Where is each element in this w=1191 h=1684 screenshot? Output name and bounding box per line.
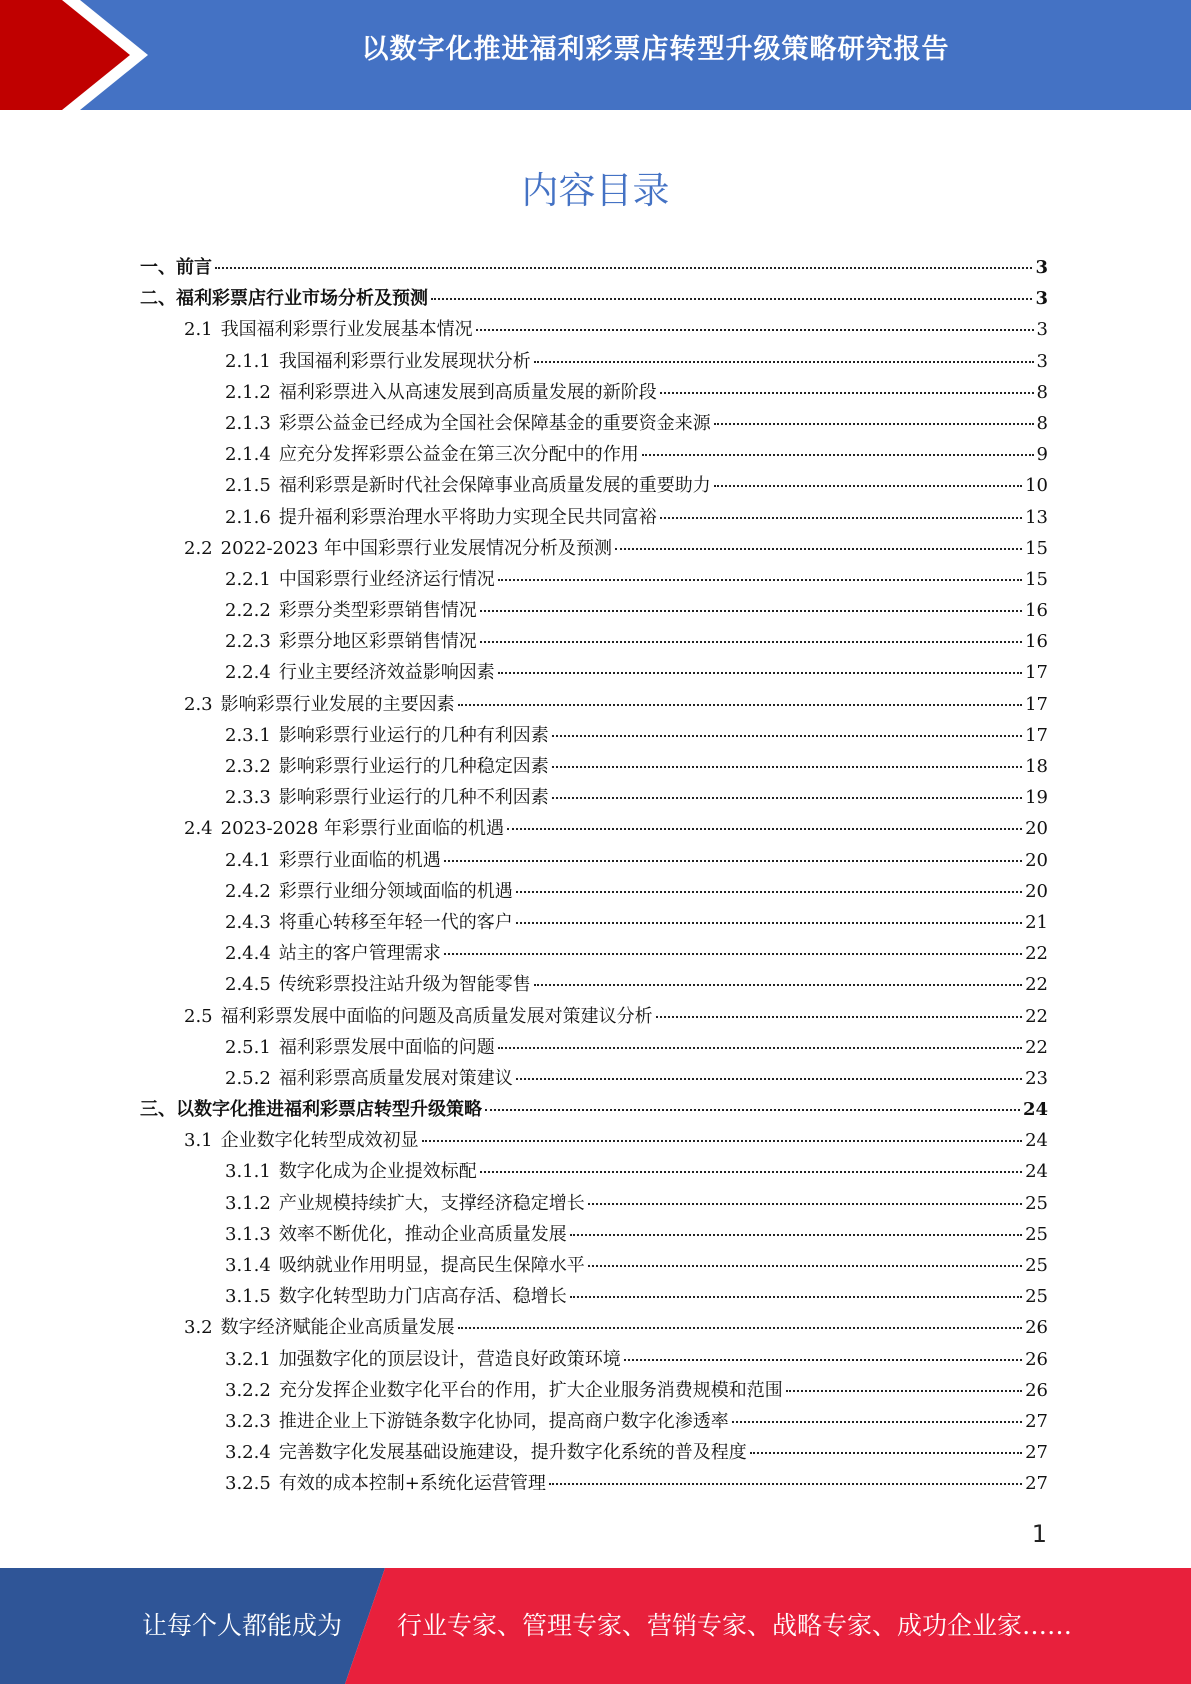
toc-entry-label <box>225 1033 495 1059</box>
toc-entry-page: 18 <box>1025 756 1048 777</box>
toc-entry-text: 彩票行业面临的机遇 <box>278 849 441 871</box>
toc-entry-page: 27 <box>1025 1473 1048 1495</box>
toc-entry-number: 2.3.3 <box>225 787 271 809</box>
toc-entry-number: 3.1.2 <box>225 1192 271 1214</box>
toc-entry-number: 3.1 <box>184 1130 213 1152</box>
toc-entry[interactable] <box>140 721 1048 752</box>
toc-dot-leader <box>570 1296 1022 1298</box>
toc-entry[interactable] <box>140 1345 1048 1376</box>
toc-dot-leader <box>750 1452 1022 1454</box>
toc-entry[interactable] <box>140 627 1048 658</box>
toc-entry-number: 2.5 <box>184 1005 213 1027</box>
toc-entry-number: 3.1.4 <box>225 1255 271 1276</box>
toc-entry[interactable] <box>140 877 1048 908</box>
toc-dot-leader <box>714 423 1034 425</box>
toc-dot-leader <box>507 828 1022 830</box>
footer-slogan-right: 行业专家、管理专家、营销专家、战略专家、成功企业家…… <box>397 1611 1073 1640</box>
toc-entry-number: 2.1.1 <box>225 350 271 372</box>
toc-entry-label <box>225 347 531 373</box>
toc-entry[interactable] <box>140 1189 1048 1220</box>
toc-entry[interactable] <box>140 846 1048 877</box>
toc-entry-label <box>225 596 477 622</box>
toc-entry-text: 中国彩票行业经济运行情况 <box>278 568 495 590</box>
toc-entry-label <box>225 1157 477 1183</box>
toc-entry-label <box>184 1313 455 1339</box>
toc-entry-number: 2.2 <box>184 537 213 559</box>
toc-dot-leader <box>615 548 1022 550</box>
toc-entry-label <box>225 409 711 435</box>
toc-entry-text: 企业数字化转型成效初显 <box>220 1130 419 1152</box>
toc-entry-text: 前言 <box>176 257 212 278</box>
toc-entry-label <box>225 939 441 965</box>
toc-entry-label <box>225 1251 585 1277</box>
toc-entry[interactable] <box>140 690 1048 721</box>
toc-entry-page: 22 <box>1025 943 1048 965</box>
toc-entry-number: 2.4.2 <box>225 880 271 902</box>
toc-entry-number: 2.3.1 <box>225 724 271 746</box>
toc-entry[interactable] <box>140 1002 1048 1033</box>
toc-entry-page: 22 <box>1025 1005 1048 1027</box>
toc-entry-text: 影响彩票行业运行的几种稳定因素 <box>278 756 549 777</box>
toc-entry-text: 彩票公益金已经成为全国社会保障基金的重要资金来源 <box>278 412 711 434</box>
toc-entry-text: 传统彩票投注站升级为智能零售 <box>278 974 531 996</box>
toc-entry[interactable] <box>140 503 1048 534</box>
toc-dot-leader <box>534 984 1022 986</box>
toc-entry-page: 17 <box>1025 662 1048 684</box>
toc-entry-number: 2.1.4 <box>225 444 271 466</box>
toc-dot-leader <box>552 797 1022 799</box>
toc-entry-label <box>225 1376 783 1402</box>
toc-entry-number: 2.5.2 <box>225 1067 271 1089</box>
toc-entry-label <box>184 814 504 840</box>
toc-entry-label <box>225 1189 585 1215</box>
toc-entry[interactable] <box>140 565 1048 596</box>
table-of-contents <box>140 253 1048 1501</box>
toc-dot-leader <box>516 891 1022 893</box>
toc-entry-text: 彩票分类型彩票销售情况 <box>278 600 477 622</box>
toc-entry-label <box>225 1282 567 1308</box>
toc-entry-page: 15 <box>1025 537 1048 559</box>
toc-entry-text: 影响彩票行业运行的几种有利因素 <box>278 724 549 746</box>
toc-entry-label <box>225 658 495 684</box>
toc-entry-page: 19 <box>1025 787 1048 809</box>
toc-entry-number: 2.1.3 <box>225 412 271 434</box>
toc-entry-page: 8 <box>1036 381 1048 403</box>
header-title: 以数字化推进福利彩票店转型升级策略研究报告 <box>361 34 950 65</box>
toc-dot-leader <box>480 1171 1022 1173</box>
toc-entry-number: 2.4.3 <box>225 911 271 933</box>
toc-entry-number: 3.2.4 <box>225 1442 271 1464</box>
toc-entry-text: 加强数字化的顶层设计，营造良好政策环境 <box>278 1348 621 1370</box>
toc-entry-number: 2.5.1 <box>225 1036 271 1058</box>
toc-entry-page: 22 <box>1025 1036 1048 1058</box>
toc-entry[interactable] <box>140 284 1048 315</box>
toc-entry[interactable] <box>140 1313 1048 1344</box>
toc-entry-page: 3 <box>1036 319 1048 341</box>
toc-entry-text: 应充分发挥彩票公益金在第三次分配中的作用 <box>278 444 639 466</box>
toc-entry-number: 3.2.5 <box>225 1473 271 1495</box>
toc-entry-page: 25 <box>1025 1255 1048 1276</box>
toc-entry-label <box>225 970 531 996</box>
toc-entry[interactable] <box>140 1376 1048 1407</box>
toc-entry-label <box>184 1002 653 1028</box>
toc-entry-number: 2.2.3 <box>225 631 271 653</box>
toc-dot-leader <box>458 1327 1022 1329</box>
toc-entry[interactable] <box>140 471 1048 502</box>
toc-entry-number: 3.1.5 <box>225 1286 271 1308</box>
toc-entry[interactable] <box>140 315 1048 346</box>
toc-entry-text: 有效的成本控制+系统化运营管理 <box>278 1473 546 1495</box>
toc-entry[interactable] <box>140 409 1048 440</box>
toc-entry-number: 二、 <box>140 288 176 310</box>
toc-entry-number: 2.2.1 <box>225 568 271 590</box>
toc-entry-page: 8 <box>1036 412 1048 434</box>
toc-dot-leader <box>552 766 1022 768</box>
toc-entry-number: 2.1 <box>184 319 213 341</box>
toc-dot-leader <box>714 485 1022 487</box>
toc-entry-number: 3.1.1 <box>225 1161 271 1183</box>
toc-entry-text: 福利彩票发展中面临的问题及高质量发展对策建议分析 <box>220 1005 653 1027</box>
toc-dot-leader <box>498 1047 1022 1049</box>
toc-entry-number: 2.1.2 <box>225 381 271 403</box>
toc-entry-label <box>140 284 428 310</box>
toc-entry[interactable] <box>140 814 1048 845</box>
toc-entry-text: 提升福利彩票治理水平将助力实现全民共同富裕 <box>278 506 657 528</box>
toc-entry-number: 2.1.6 <box>225 506 271 528</box>
toc-entry-label <box>225 627 477 653</box>
toc-entry-page: 26 <box>1025 1317 1048 1339</box>
toc-dot-leader <box>444 953 1022 955</box>
footer-slogan-left: 让每个人都能成为 <box>142 1611 343 1640</box>
page-number: 1 <box>1031 1520 1047 1548</box>
toc-dot-leader <box>444 860 1022 862</box>
toc-entry-page: 27 <box>1025 1442 1048 1464</box>
toc-entry-page: 10 <box>1025 475 1048 497</box>
toc-entry-page: 26 <box>1025 1348 1048 1370</box>
toc-entry-text: 将重心转移至年轻一代的客户 <box>278 911 513 933</box>
toc-entry-label <box>225 1064 513 1090</box>
toc-dot-leader <box>458 704 1022 706</box>
toc-entry-page: 3 <box>1036 350 1048 372</box>
toc-entry-text: 充分发挥企业数字化平台的作用，扩大企业服务消费规模和范围 <box>278 1379 783 1401</box>
toc-entry[interactable] <box>140 378 1048 409</box>
toc-dot-leader <box>498 579 1022 581</box>
toc-dot-leader <box>534 361 1034 363</box>
toc-entry-page: 25 <box>1025 1286 1048 1308</box>
toc-entry-text: 效率不断优化，推动企业高质量发展 <box>278 1223 567 1245</box>
toc-entry[interactable] <box>140 1064 1048 1095</box>
toc-entry-text: 福利彩票高质量发展对策建议 <box>278 1067 513 1089</box>
toc-entry-number: 3.2.2 <box>225 1379 271 1401</box>
toc-entry[interactable] <box>140 1282 1048 1313</box>
toc-entry-label <box>184 1126 419 1152</box>
toc-entry-label <box>184 315 473 341</box>
toc-entry[interactable] <box>140 440 1048 471</box>
toc-entry-number: 2.2.4 <box>225 662 271 684</box>
toc-entry-text: 2022-2023 年中国彩票行业发展情况分析及预测 <box>220 537 613 559</box>
toc-entry[interactable] <box>140 658 1048 689</box>
toc-entry-number: 2.4 <box>184 818 213 840</box>
toc-entry[interactable] <box>140 1407 1048 1438</box>
toc-entry[interactable] <box>140 347 1048 378</box>
toc-entry-page: 25 <box>1025 1223 1048 1245</box>
toc-entry-number: 2.4.1 <box>225 849 271 871</box>
toc-entry-text: 福利彩票是新时代社会保障事业高质量发展的重要助力 <box>278 475 711 497</box>
toc-entry-label <box>225 1407 729 1433</box>
toc-entry[interactable] <box>140 1251 1048 1282</box>
toc-entry-text: 吸纳就业作用明显，提高民生保障水平 <box>278 1255 585 1276</box>
toc-dot-leader <box>480 641 1022 643</box>
toc-entry-number: 2.4.4 <box>225 943 271 965</box>
toc-entry[interactable] <box>140 1126 1048 1157</box>
toc-entry-page: 24 <box>1025 1161 1048 1183</box>
toc-entry-page: 3 <box>1035 288 1048 310</box>
toc-dot-leader <box>516 922 1022 924</box>
toc-dot-leader <box>660 392 1034 394</box>
toc-entry[interactable] <box>140 1469 1048 1500</box>
toc-entry-page: 23 <box>1025 1067 1048 1089</box>
toc-entry-text: 数字化成为企业提效标配 <box>278 1161 477 1183</box>
toc-entry-text: 数字化转型助力门店高存活、稳增长 <box>278 1286 567 1308</box>
toc-dot-leader <box>485 1109 1020 1111</box>
toc-title: 内容目录 <box>521 169 670 212</box>
toc-entry-number: 2.2.2 <box>225 600 271 622</box>
toc-entry[interactable] <box>140 783 1048 814</box>
toc-entry-label <box>225 565 495 591</box>
toc-dot-leader <box>624 1359 1022 1361</box>
toc-entry-label <box>184 534 612 560</box>
toc-dot-leader <box>732 1421 1022 1423</box>
toc-entry[interactable] <box>140 752 1048 783</box>
toc-dot-leader <box>588 1265 1022 1267</box>
toc-entry-text: 站主的客户管理需求 <box>278 943 441 965</box>
toc-entry-number: 2.1.5 <box>225 475 271 497</box>
toc-entry-label <box>225 378 657 404</box>
toc-entry-text: 以数字化推进福利彩票店转型升级策略 <box>176 1099 482 1121</box>
toc-dot-leader <box>588 1203 1022 1205</box>
toc-dot-leader <box>476 329 1034 331</box>
toc-entry-page: 13 <box>1025 506 1048 528</box>
toc-entry-label <box>225 440 639 466</box>
toc-entry-text: 我国福利彩票行业发展基本情况 <box>220 319 473 341</box>
toc-entry-number: 3.2.3 <box>225 1410 271 1432</box>
toc-entry-page: 20 <box>1025 849 1048 871</box>
toc-entry-page: 16 <box>1025 600 1048 622</box>
toc-entry[interactable] <box>140 253 1048 284</box>
toc-entry-text: 行业主要经济效益影响因素 <box>278 662 495 684</box>
toc-entry-label <box>140 1095 482 1121</box>
toc-entry-label <box>225 503 657 529</box>
toc-entry-label <box>225 846 441 872</box>
toc-entry-number: 2.3 <box>184 693 213 715</box>
toc-entry-page: 20 <box>1025 880 1048 902</box>
toc-entry[interactable] <box>140 1157 1048 1188</box>
toc-dot-leader <box>549 1483 1022 1485</box>
page-header <box>0 0 1191 110</box>
toc-entry-number: 一、 <box>140 257 176 278</box>
toc-entry-text: 我国福利彩票行业发展现状分析 <box>278 350 531 372</box>
toc-dot-leader <box>786 1390 1022 1392</box>
toc-entry-page: 20 <box>1025 818 1048 840</box>
toc-dot-leader <box>552 735 1022 737</box>
toc-entry-label <box>225 752 549 778</box>
toc-entry-label <box>225 721 549 747</box>
toc-entry-label <box>225 1220 567 1246</box>
toc-dot-leader <box>656 1016 1022 1018</box>
toc-entry-text: 彩票行业细分领域面临的机遇 <box>278 880 513 902</box>
toc-entry-number: 2.3.2 <box>225 756 271 777</box>
toc-dot-leader <box>516 1078 1022 1080</box>
toc-entry-page: 21 <box>1025 911 1048 933</box>
toc-entry-page: 16 <box>1025 631 1048 653</box>
toc-entry[interactable] <box>140 939 1048 970</box>
toc-entry-number: 3.2.1 <box>225 1348 271 1370</box>
toc-entry-number: 3.2 <box>184 1317 213 1339</box>
page-footer <box>0 1568 1191 1684</box>
toc-entry-label <box>225 471 711 497</box>
toc-entry-text: 产业规模持续扩大，支撑经济稳定增长 <box>278 1192 585 1214</box>
toc-entry-text: 福利彩票发展中面临的问题 <box>278 1036 495 1058</box>
toc-entry[interactable] <box>140 1220 1048 1251</box>
toc-dot-leader <box>498 672 1022 674</box>
toc-entry[interactable] <box>140 596 1048 627</box>
toc-entry-text: 完善数字化发展基础设施建设，提升数字化系统的普及程度 <box>278 1442 747 1464</box>
toc-entry-text: 福利彩票进入从高速发展到高质量发展的新阶段 <box>278 381 657 403</box>
header-arrow-icon <box>0 0 160 110</box>
toc-entry[interactable] <box>140 1033 1048 1064</box>
toc-entry-number: 2.4.5 <box>225 974 271 996</box>
toc-entry-text: 彩票分地区彩票销售情况 <box>278 631 477 653</box>
toc-entry-number: 3.1.3 <box>225 1223 271 1245</box>
toc-entry-text: 数字经济赋能企业高质量发展 <box>220 1317 455 1339</box>
toc-entry-label <box>225 877 513 903</box>
toc-entry-page: 25 <box>1025 1192 1048 1214</box>
toc-entry[interactable] <box>140 1095 1048 1126</box>
toc-entry-page: 26 <box>1025 1379 1048 1401</box>
toc-entry[interactable] <box>140 1438 1048 1469</box>
toc-entry-label <box>225 1469 546 1495</box>
toc-entry[interactable] <box>140 534 1048 565</box>
toc-entry-text: 影响彩票行业运行的几种不利因素 <box>278 787 549 809</box>
toc-entry-page: 24 <box>1025 1130 1048 1152</box>
toc-entry-text: 推进企业上下游链条数字化协同，提高商户数字化渗透率 <box>278 1410 729 1432</box>
toc-entry-page: 17 <box>1025 693 1048 715</box>
toc-entry-label <box>225 1438 747 1464</box>
toc-entry-text: 2023-2028 年彩票行业面临的机遇 <box>220 818 505 840</box>
toc-entry-page: 22 <box>1025 974 1048 996</box>
toc-dot-leader <box>480 610 1022 612</box>
toc-entry-page: 15 <box>1025 568 1048 590</box>
toc-dot-leader <box>431 298 1032 300</box>
toc-entry[interactable] <box>140 970 1048 1001</box>
toc-entry-number: 三、 <box>140 1099 176 1121</box>
toc-entry-text: 影响彩票行业发展的主要因素 <box>220 693 455 715</box>
toc-entry-label <box>225 783 549 809</box>
toc-entry-page: 24 <box>1022 1099 1048 1121</box>
toc-entry[interactable] <box>140 908 1048 939</box>
toc-entry-label <box>225 1345 621 1371</box>
toc-entry-label <box>225 908 513 934</box>
toc-entry-label <box>140 253 212 279</box>
toc-dot-leader <box>215 267 1032 269</box>
toc-entry-page: 3 <box>1035 257 1048 278</box>
toc-entry-label <box>184 690 455 716</box>
toc-entry-page: 27 <box>1025 1410 1048 1432</box>
toc-entry-page: 9 <box>1036 444 1048 466</box>
toc-dot-leader <box>570 1234 1022 1236</box>
toc-dot-leader <box>642 454 1034 456</box>
toc-dot-leader <box>422 1140 1022 1142</box>
toc-dot-leader <box>660 517 1022 519</box>
toc-entry-text: 福利彩票店行业市场分析及预测 <box>176 288 428 310</box>
toc-entry-page: 17 <box>1025 724 1048 746</box>
